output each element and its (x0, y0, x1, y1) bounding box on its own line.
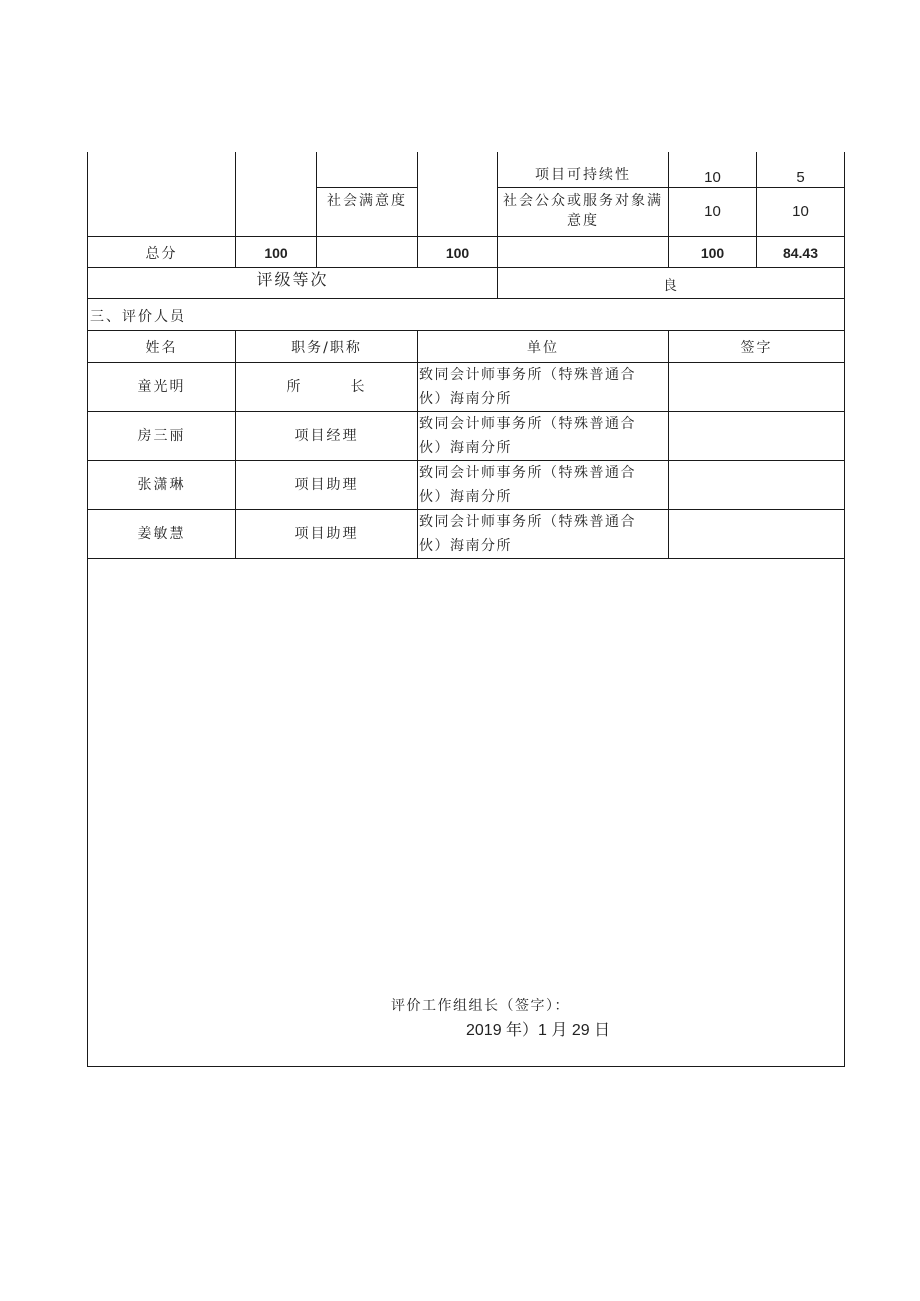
person-unit-line1: 致同会计师事务所（特殊普通合 (419, 416, 636, 432)
hline (87, 509, 845, 510)
satisfaction-full-score: 10 (704, 203, 721, 220)
header-position: 职务/职称 (291, 340, 362, 356)
hline (87, 267, 845, 268)
person-position: 项目助理 (294, 477, 359, 493)
section-title-personnel: 三、评价人员 (90, 309, 186, 325)
person-unit-line2: 伙）海南分所 (419, 489, 512, 505)
grade-label: 评级等次 (256, 270, 329, 289)
total-label: 总分 (145, 246, 178, 262)
person-unit-line2: 伙）海南分所 (419, 538, 512, 554)
total-full-score: 100 (700, 245, 725, 261)
person-unit-line1: 致同会计师事务所（特殊普通合 (419, 465, 636, 481)
person-unit-line1: 致同会计师事务所（特殊普通合 (419, 367, 636, 383)
total-weight-1: 100 (264, 245, 288, 261)
header-signature: 签字 (740, 340, 773, 356)
person-unit-line2: 伙）海南分所 (419, 440, 512, 456)
person-position: 项目助理 (294, 526, 359, 542)
hline (87, 1066, 845, 1067)
sustainability-full-score: 10 (704, 169, 721, 186)
header-name: 姓名 (145, 340, 178, 356)
person-unit-line1: 致同会计师事务所（特殊普通合 (419, 514, 636, 530)
header-unit: 单位 (527, 340, 559, 356)
hline (87, 460, 845, 461)
satisfaction-score: 10 (792, 203, 809, 220)
hline (87, 298, 845, 299)
vline (844, 152, 845, 1067)
category-social-satisfaction: 社会满意度 (327, 193, 407, 209)
signature-date: 2019 年）1 月 29 日 (466, 1022, 611, 1039)
indicator-sustainability: 项目可持续性 (535, 167, 631, 183)
person-name: 张潇琳 (137, 477, 186, 493)
total-score: 84.43 (782, 245, 819, 261)
hline (87, 558, 845, 559)
person-name: 房三丽 (137, 428, 186, 444)
vline (668, 330, 669, 559)
person-name: 姜敏慧 (137, 526, 186, 542)
hline (87, 362, 845, 363)
hline (316, 187, 417, 188)
hline (87, 411, 845, 412)
grade-value: 良 (663, 278, 679, 294)
leader-signature-label: 评价工作组组长（签字）： (391, 998, 570, 1014)
person-unit-line2: 伙）海南分所 (419, 391, 512, 407)
person-position: 所 长 (286, 379, 367, 395)
total-weight-2: 100 (445, 245, 470, 261)
hline (87, 236, 845, 237)
person-position: 项目经理 (294, 428, 359, 444)
sustainability-score: 5 (796, 169, 805, 186)
indicator-public-satisfaction-line: 社会公众或服务对象满意度 (503, 193, 663, 229)
vline (417, 330, 418, 559)
person-name: 童光明 (137, 379, 186, 395)
hline (87, 330, 845, 331)
